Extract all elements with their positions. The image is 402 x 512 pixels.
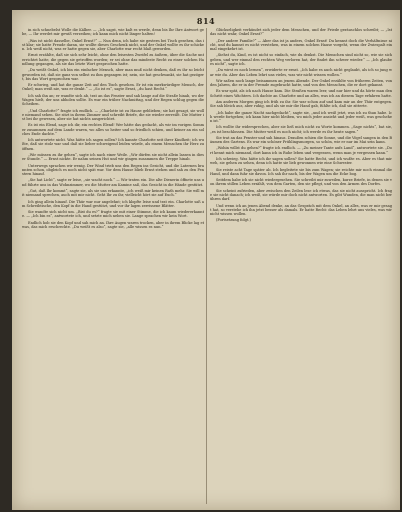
left-column — [22, 28, 204, 506]
paragraph: (Fortsetzung folgt.) — [216, 218, 251, 223]
paragraph: „Gut, daß Ihr kommt“, sagte sie, als sie uns erkannte, „ich weiß mir keinen Rath mehr. Sie will mit niemand sprechen, auch mit mir nicht. Geht Ihr zu ihr, vielleicht hört sie auf Euch.“ — [22, 189, 204, 198]
paragraph: „Wohin willst du gehen?“ fragte ich endlich. — „Zu meiner Tante aufs Land“, antwortete sie. „Dort kennt mich niemand, dort kann ich in Ruhe leben und vergessen, wenn man je vergessen kann.“ — [210, 146, 392, 155]
paragraph: Ich sah ihn an; er wandte sich ab, trat an das Fenster und sah lange auf die Straße hinab, wo der Wagen hielt, der uns abholen sollte. Es war ein trüber Nachmittag, und der Regen schlug gegen die Scheiben. — [22, 93, 204, 107]
paragraph: Sie trat an das Fenster und sah hinaus. Draußen schien die Sonne, und die Vögel sangen in den Bäumen des Gartens. Es war ein schöner Frühlingsmorgen, so schön, wie er nur im Mai sein kann. — [210, 135, 392, 145]
paragraph: Seitdem habe ich sie nicht wiedergesehen. Sie schreibt mir zuweilen, kurze Briefe, in denen sie von ihrem stillen Leben erzählt, von dem Garten, den sie pflegt, und von den Armen des Dorfes. — [210, 178, 392, 187]
page-number: 814 — [196, 16, 216, 26]
paragraph: „Der andere Familie?“ — Aber das ist ja anders, Onkel Ernst! Du kennst doch die Verhältnisse nicht, und du kannst es nicht verstehen, was in einem solchen Hause vorgeht, wenn der Zwiespalt einmal eingekehrt ist. — [210, 38, 392, 52]
paragraph: „Wir müssen zu ihr gehen“, sagte ich nach einer Weile. „Wir dürfen sie nicht allein lassen in dieser Stunde.“ — Ernst nickte. Er nahm seinen Hut und wir gingen zusammen die Treppe hinab. — [22, 153, 204, 162]
paragraph: Am anderen Morgen ging ich früh zu ihr. Sie war schon auf und kam mir an der Thür entgegen. Sie sah bleich aus, aber ruhig, und als sie mir die Hand gab, fühlte ich, daß sie zitterte. — [210, 99, 392, 109]
paragraph: Endlich hob sie den Kopf und sah mich an. Ihre Augen waren trocken, aber in ihrem Blicke lag etwas, das mich erschreckte. „Du weißt es also“, sagte sie, „alle wissen es nun.“ — [22, 220, 204, 229]
paragraph: Glückseligkeit verkündet sich jeder dem Menschen, und der Friede geräuschlos schreibt; — „Ist das nicht wahr, Onkel Ernst?“ — [210, 28, 392, 37]
paragraph: „Siehst du, Kind, es ist nicht so einfach, wie du denkst. Die Menschen sind nicht so, wie sie sich geben, und wer einmal den rechten Weg verloren hat, der findet ihn schwer wieder.“ — „Ich glaube es nicht“, sagte ich. — [210, 53, 392, 66]
paragraph: Ich wollte ihr widersprechen, aber sie ließ mich nicht zu Worte kommen. „Sage nichts“, bat sie, „es ist beschlossen. Die Mutter weiß es noch nicht; ich werde es ihr heute sagen.“ — [210, 125, 392, 134]
newspaper-page — [12, 10, 400, 510]
paragraph: „Sie hat Licht“, sagte er leise, „sie wacht noch.“ — Wir traten ein. Die alte Dienerin öffnete uns und führte uns in das Wohnzimmer, wo die Mutter am Kamine saß, das Gesicht in die Hände gestützt. — [22, 178, 204, 187]
paragraph: Er schwieg, und hat die ganze Zeit auf den Tisch gesehen. Er ist ein merkwürdiger Mensch, der Onkel; man weiß nie, was er denkt.“ — „So ist es“, sagte Ernst, „du hast Recht.“ — [22, 83, 204, 92]
paragraph: Es ist ein Elend, sage ich dir, ein rechtes Elend! Wer hätte das gedacht, als wir im vorigen Sommer zusammen auf dem Lande waren, wo alles so heiter und so friedlich schien, und keiner an ein solches Ende dachte.“ — [22, 123, 204, 136]
paragraph: „Du wirst es noch lernen“, erwiderte er ernst. „Ich habe es auch nicht geglaubt, als ich so jung war wie du. Aber das Leben lehrt uns vieles, was wir nicht wissen wollen.“ — [210, 68, 392, 77]
paragraph: Sie wandte sich nicht um. „Bist du es?“ fragte sie mit einer Stimme, die ich kaum wiedererkannte. — „Ich bin es“, antwortete ich, und setzte mich neben sie. Lange sprachen wir kein Wort. — [22, 210, 204, 219]
paragraph: „Du weißt Onkel, ich bin ein einfacher Mensch, aber man muß nicht denken, daß es ihr so leicht geworden ist, daß sie ganz von selbst zu ihm gegangen ist; nein, sie hat geschwankt, sie hat gezögert, bis das Wort gesprochen war. — [22, 68, 204, 81]
paragraph: „Ich habe die ganze Nacht nachgedacht“, sagte sie, „und ich weiß jetzt, was ich zu thun habe. Ich werde fortgehen; ich kann hier nicht bleiben, wo mich jeder ansieht und jeder weiß, was geschehen ist.“ — [210, 110, 392, 124]
paragraph: Ich schwieg. Was hätte ich ihr sagen sollen? Sie hatte Recht, und ich wußte es. Aber es that mir weh, sie gehen zu sehen, denn ich hatte sie lieb gewonnen wie eine Schwester. — [210, 157, 392, 166]
paragraph: in sich schnebelst Wolle die Kälber. — „Ich sagst, wie kalt es werde, denn bis Ihr Ihre Antwort gebe, — Ihr werdet mir gewiß verzeihen; ich kann mich nicht länger halten! — [22, 28, 204, 37]
paragraph: Ich antwortete nicht. Was hätte ich sagen sollen? Ich kannte Charlotte seit ihrer Kindheit; ich wußte, daß sie stolz war und daß sie lieber schweigend leiden würde, als einem Menschen ihr Herz zu öffnen. — [22, 138, 204, 151]
paragraph: Sie scheint zufrieden, aber zwischen den Zeilen lese ich etwas, das sie nicht ausspricht. Ich frage sie nicht danach; ich weiß, sie würde mir doch nicht antworten. Es gibt Wunden, die man nicht berühren darf. — [210, 188, 392, 202]
paragraph: Ich ging allein hinauf. Die Thür war nur angelehnt; ich klopfte leise und trat ein. Charlotte saß am Schreibtische, den Kopf in die Hand gestützt, und vor ihr lagen zerrissene Blätter. — [22, 199, 204, 208]
right-column — [210, 28, 392, 506]
paragraph: „Was ist nicht dasselbe, Onkel Ernst?“ — Nun denn, ich habe sie gestern bei Tisch gesehen, das ist klar; sie hatte Freude daran, sie wollte dieses Geschenk nicht, und der Onkel wollte es ihr schicken. Ich weiß nicht, was er hatte gegen sie, aber Charlotte war recht blaß geworden. — [22, 38, 204, 52]
paragraph: Sie reiste acht Tage später ab. Ich begleitete sie bis zum Wagen; sie reichte mir noch einmal die Hand, und dann fuhr sie davon. Ich sah ihr nach, bis der Wagen um die Ecke bog. — [210, 167, 392, 176]
paragraph: Es war spät, als ich nach Hause kam. Die Straßen waren leer, und nur hier und da hörte man den Schritt eines Wächters. Ich dachte an Charlotte und an alles, was ich an diesem Tage erfahren hatte. — [210, 89, 392, 98]
paragraph: „Und Charlotte?“ fragte ich endlich. — „Charlotte ist zu Hause geblieben; sie hat gesagt, sie wolle niemand sehen. Sie sitzt in ihrem Zimmer und schreibt Briefe, die sie wieder zerreißt. Die Mutter ist bei ihr gewesen, aber sie hat nichts ausgerichtet. — [22, 108, 204, 122]
column-divider — [206, 28, 207, 504]
paragraph: Unterwegs sprachen wir wenig. Der Wind trieb uns den Regen ins Gesicht, und die Laternen brannten schon, obgleich es noch nicht spät war. Vor dem Hause blieb Ernst stehen und sah zu den Fenstern hinauf. — [22, 163, 204, 177]
paragraph: Wir saßen noch lange beisammen an jenem Abende. Der Onkel erzählte von früheren Zeiten, von den Jahren, die er in der Fremde zugebracht hatte, und von den Menschen, die er dort gekannt. — [210, 78, 392, 88]
paragraph: Und wenn ich an jenen Abend denke, an das Gespräch mit dem Onkel, an alles, was er mir gesagt hat, so verstehe ich ihn jetzt besser als damals. Er hatte Recht: das Leben lehrt uns vieles, was wir nicht wissen wollen. — [210, 203, 392, 217]
paragraph: Ernst erzählte, daß sie sich sehr leicht, ohne den leisesten Zweifel zu äußern, über die Sache unterrichtet hatte, die gegen sie getroffen worden; er sei ohne das mindeste Recht zu einer solchen Handlung gegangen, als sie das letzte Wort gesprochen hatte. — [22, 53, 204, 66]
